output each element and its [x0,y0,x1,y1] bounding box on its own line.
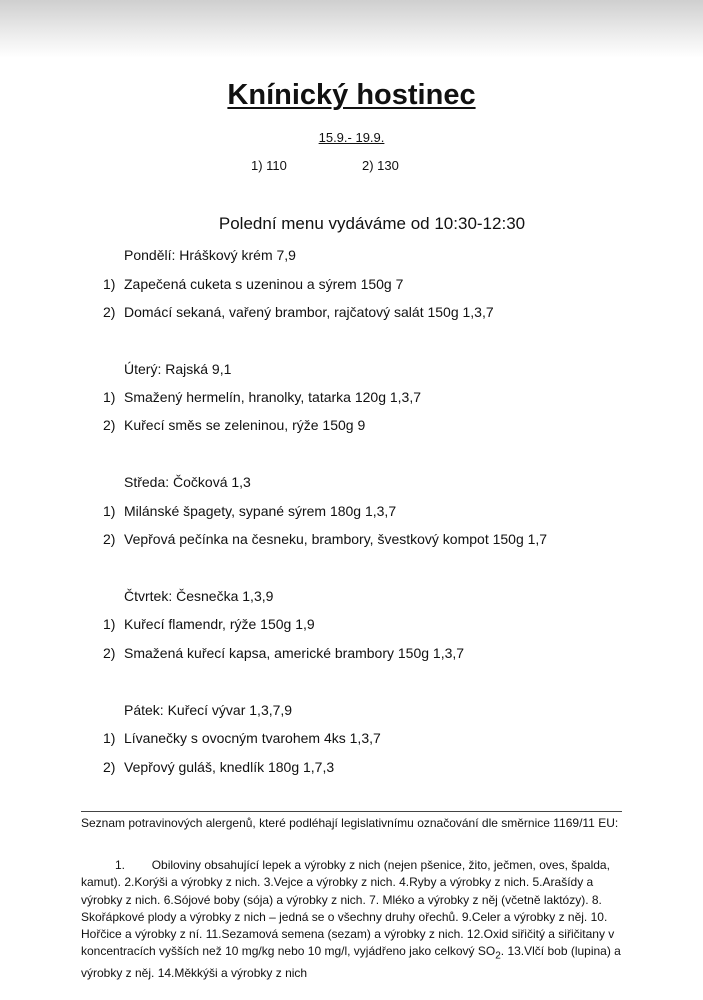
day-soup-wednesday: Středa: Čočková 1,3 [124,474,251,490]
item-text: Milánské špagety, sypané sýrem 180g 1,3,7 [124,503,397,519]
allergen-lead-number: 1. [115,858,126,872]
item-text: Kuřecí směs se zeleninou, rýže 150g 9 [124,417,366,433]
allergen-intro: Seznam potravinových alergenů, které podléhají legislativnímu označování dle směrnice 1169/11 EU: [81,816,619,830]
menu-item [103,759,334,775]
item-number: 2) [103,531,116,547]
item-number: 2) [103,417,116,433]
item-number: 2) [103,759,116,775]
day-soup-thursday: Čtvrtek: Česnečka 1,3,9 [124,588,274,604]
item-number: 1) [103,616,116,632]
menu-item [103,276,403,292]
menu-item [103,531,547,547]
menu-item [103,730,381,746]
serving-hours: Polední menu vydáváme od 10:30-12:30 [218,214,526,233]
allergen-subscript: 2 [495,950,501,962]
menu-item [103,389,421,405]
day-soup-friday: Pátek: Kuřecí vývar 1,3,7,9 [124,702,293,718]
item-number: 1) [103,276,116,292]
menu-item [103,304,494,320]
restaurant-title: Knínický hostinec [227,79,476,111]
item-number: 1) [103,730,116,746]
item-text: Smažená kuřecí kapsa, americké brambory 150g 1,3,7 [124,645,465,661]
price-menu-2: 2) 130 [362,158,399,173]
day-soup-monday: Pondělí: Hráškový krém 7,9 [124,247,296,263]
menu-item [103,616,315,632]
menu-item [103,503,396,519]
item-text: Zapečená cuketa s uzeninou a sýrem 150g 7 [124,276,404,292]
item-number: 1) [103,389,116,405]
item-text: Lívanečky s ovocným tvarohem 4ks 1,3,7 [124,730,381,746]
item-text: Vepřový guláš, knedlík 180g 1,7,3 [124,759,335,775]
day-soup-tuesday: Úterý: Rajská 9,1 [124,361,232,377]
item-text: Smažený hermelín, hranolky, tatarka 120g 1,3,7 [124,389,422,405]
price-menu-1: 1) 110 [251,158,287,173]
allergen-list [81,857,621,982]
menu-item [103,417,365,433]
item-number: 2) [103,304,116,320]
page-top-shadow [0,0,703,58]
divider-line [81,811,622,812]
item-number: 2) [103,645,116,661]
item-text: Domácí sekaná, vařený brambor, rajčatový salát 150g 1,3,7 [124,304,494,320]
menu-item [103,645,464,661]
allergen-text-2: . 13.Vlčí bob (lupina) a výrobky z něj. 14.Měkkýši a výrobky z nich [81,944,621,981]
item-number: 1) [103,503,116,519]
allergen-text-1: Obiloviny obsahující lepek a výrobky z nich (nejen pšenice, žito, ječmen, oves, špalda, kamut). 2.Korýši a výrobky z nich. 3.Vejce a výrobky z nich. 4.Ryby a výrobky z nich. 5.Arašídy a výrobky z nich. 6.Sójové boby (sója) a výrobky z nich. 7. Mléko a výrobky z něj (včetně laktózy). 8. Skořápkové plody a výrobky z nich – jedná se o všechny druhy ořechů. 9.Celer a výrobky z něj. 10. Hořčice a výrobky z ní. 11.Sezamová semena (sezam) a výrobky z nich. 12.Oxid siřičitý a siřičitany v koncentracích vyšších než 10 mg/kg nebo 10 mg/l, vyjádřeno jako celkový SO [81,858,615,959]
item-text: Vepřová pečínka na česneku, brambory, švestkový kompot 150g 1,7 [124,531,548,547]
item-text: Kuřecí flamendr, rýže 150g 1,9 [124,616,315,632]
week-dates: 15.9.- 19.9. [318,130,385,145]
